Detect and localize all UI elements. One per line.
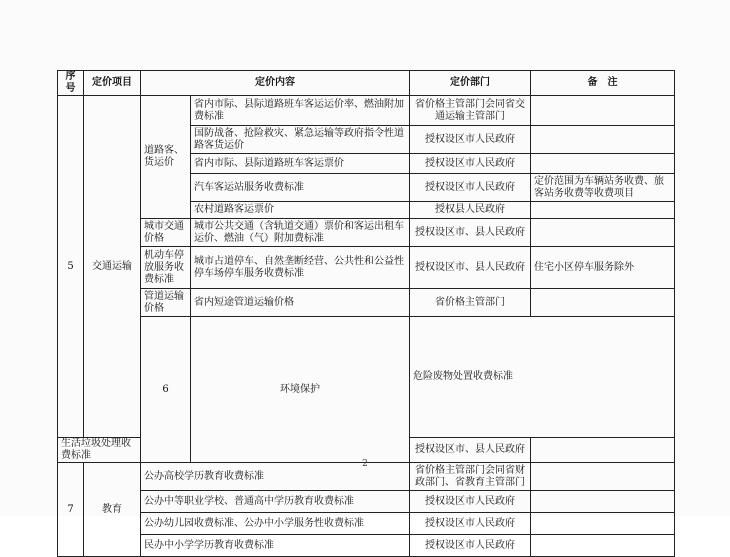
row-content: 省内短途管道运输价格 [191,289,410,317]
table-row [58,247,675,289]
row-content: 城市公共交通（含轨道交通）票价和客运出租车运价、燃油（气）附加费标准 [191,219,410,247]
row-item: 环境保护 [191,317,410,463]
row-department: 授权设区市、县人民政府 [410,219,531,247]
row-content: 公办幼儿园收费标准、公办中小学服务性收费标准 [141,513,410,535]
header-seq: 序号 [58,71,84,96]
row-department: 授权设区市、县人民政府 [410,438,531,463]
row-note [531,126,675,154]
header-item: 定价项目 [84,71,141,96]
row-content: 农村道路客运票价 [191,202,410,219]
header-note: 备 注 [531,71,675,96]
row-note [531,491,675,513]
row-department: 授权设区市人民政府 [410,491,531,513]
row-subcategory: 道路客、货运价 [141,96,191,219]
table-row [58,317,675,438]
row-department: 授权设区市人民政府 [410,154,531,174]
row-subcategory: 管道运输价格 [141,289,191,317]
row-content: 省内市际、县际道路班车客运运价率、燃油附加费标准 [191,96,410,126]
row-seq: 7 [58,463,84,557]
row-department: 授权设区市人民政府 [410,126,531,154]
header-content: 定价内容 [141,71,410,96]
row-content: 民办中小学学历教育收费标准 [141,535,410,557]
row-department: 授权县人民政府 [410,202,531,219]
row-note [531,202,675,219]
table-row [58,535,675,557]
row-department: 授权设区市、县人民政府 [410,247,531,289]
row-subcategory: 机动车停放服务收费标准 [141,247,191,289]
page-number: 2 [362,459,368,469]
table-row [58,491,675,513]
row-content: 公办高校学历教育收费标准 [141,463,410,491]
row-note: 定价范围为车辆站务收费、旅客站务收费等收费项目 [531,174,675,202]
row-content: 汽车客运站服务收费标准 [191,174,410,202]
row-seq: 5 [58,96,84,438]
row-item: 交通运输 [84,96,141,438]
row-content: 生活垃圾处理收费标准 [58,438,141,463]
row-note [531,219,675,247]
table-row [58,289,675,317]
row-department: 授权设区市人民政府 [410,513,531,535]
row-department: 省价格主管部门会同省交通运输主管部门 [410,96,531,126]
row-item: 教育 [84,463,141,557]
header-department: 定价部门 [410,71,531,96]
table-header-row [58,71,675,96]
row-seq: 6 [141,317,191,463]
row-content: 省内市际、县际道路班车客运票价 [191,154,410,174]
table-row [58,219,675,247]
row-note [531,289,675,317]
row-content: 城市占道停车、自然垄断经营、公共性和公益性停车场停车服务收费标准 [191,247,410,289]
row-content: 危险废物处置收费标准 [410,317,675,438]
row-note [531,535,675,557]
row-note [531,154,675,174]
row-department: 授权设区市人民政府 [410,535,531,557]
row-note: 住宅小区停车服务除外 [531,247,675,289]
row-department: 授权设区市人民政府 [410,174,531,202]
row-note [531,96,675,126]
pricing-table [57,70,675,557]
row-content: 公办中等职业学校、普通高中学历教育收费标准 [141,491,410,513]
row-department: 省价格主管部门 [410,289,531,317]
table-row [58,96,675,126]
row-department: 省价格主管部门会同省财政部门、省教育主管部门 [410,463,531,491]
row-content: 国防战备、抢险救灾、紧急运输等政府指令性道路客货运价 [191,126,410,154]
row-subcategory: 城市交通价格 [141,219,191,247]
